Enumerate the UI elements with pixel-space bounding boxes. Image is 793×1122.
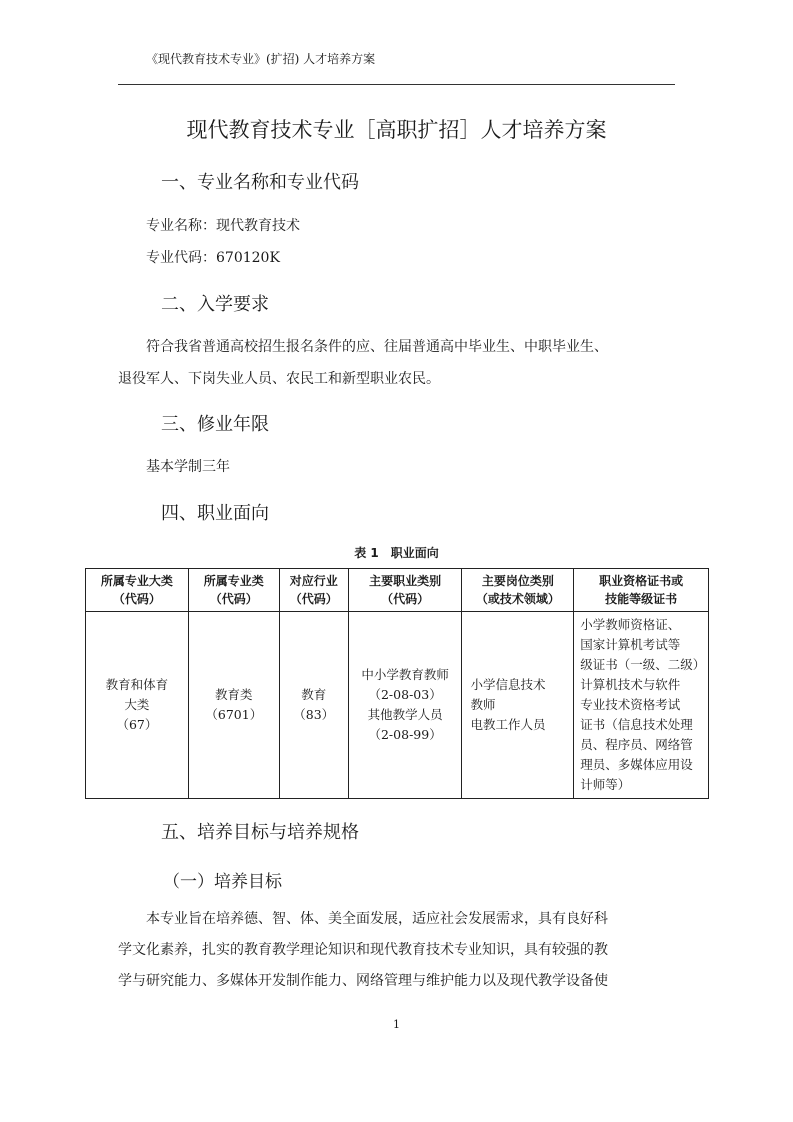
header-cell-major-class: 所属专业类 （代码）: [188, 569, 279, 612]
header-cell-occupation: 主要职业类别 （代码）: [348, 569, 462, 612]
page-number: 1: [393, 1018, 400, 1031]
cell-certificate: 小学教师资格证、 国家计算机考试等 级证书（一级、二级） 计算机技术与软件 专业技术资格考试 证书（信息技术处理 员、程序员、网络管 理员、多媒体应用设 计师等）: [574, 612, 709, 799]
admission-line-2: 退役军人、下岗失业人员、农民工和新型职业农民。: [118, 371, 440, 387]
study-duration: 基本学制三年: [146, 459, 230, 475]
cell-occupation: 中小学教育教师 （2-08-03） 其他教学人员 （2-08-99）: [348, 612, 462, 799]
running-header: 《现代教育技术专业》(扩招) 人才培养方案: [146, 52, 376, 66]
header-cell-certificate: 职业资格证书或 技能等级证书: [574, 569, 709, 612]
section-4-heading: 四、职业面向: [161, 503, 269, 524]
admission-line-1: 符合我省普通高校招生报名条件的应、往届普通高中毕业生、中职毕业生、: [146, 339, 608, 355]
header-cell-major-category: 所属专业大类 （代码）: [86, 569, 189, 612]
section-1-heading: 一、专业名称和专业代码: [161, 172, 359, 193]
document-title: 现代教育技术专业［高职扩招］人才培养方案: [186, 118, 607, 142]
table-header-row: [86, 569, 709, 612]
section-2-heading: 二、入学要求: [161, 294, 269, 315]
table-row: [86, 612, 709, 799]
objective-line-2: 学文化素养，扎实的教育教学理论知识和现代教育技术专业知识，具有较强的教: [118, 942, 608, 958]
career-table: [85, 568, 709, 799]
header-divider: [118, 84, 675, 85]
table-caption: 表 1 职业面向: [354, 546, 439, 560]
cell-major-class: 教育类 （6701）: [188, 612, 279, 799]
section-3-heading: 三、修业年限: [161, 414, 269, 435]
major-name: 专业名称：现代教育技术: [146, 218, 300, 234]
subsection-1-heading: （一）培养目标: [163, 872, 282, 892]
section-5-heading: 五、培养目标与培养规格: [161, 822, 359, 843]
objective-line-1: 本专业旨在培养德、智、体、美全面发展，适应社会发展需求，具有良好科: [146, 911, 608, 927]
major-code: 专业代码：670120K: [146, 250, 280, 266]
cell-position: 小学信息技术 教师 电教工作人员: [462, 612, 574, 799]
objective-line-3: 学与研究能力、多媒体开发制作能力、网络管理与维护能力以及现代教学设备使: [118, 973, 608, 989]
header-cell-position: 主要岗位类别 （或技术领域）: [462, 569, 574, 612]
cell-industry: 教育 （83）: [279, 612, 348, 799]
cell-major-category: 教育和体育 大类 （67）: [86, 612, 189, 799]
header-cell-industry: 对应行业 （代码）: [279, 569, 348, 612]
